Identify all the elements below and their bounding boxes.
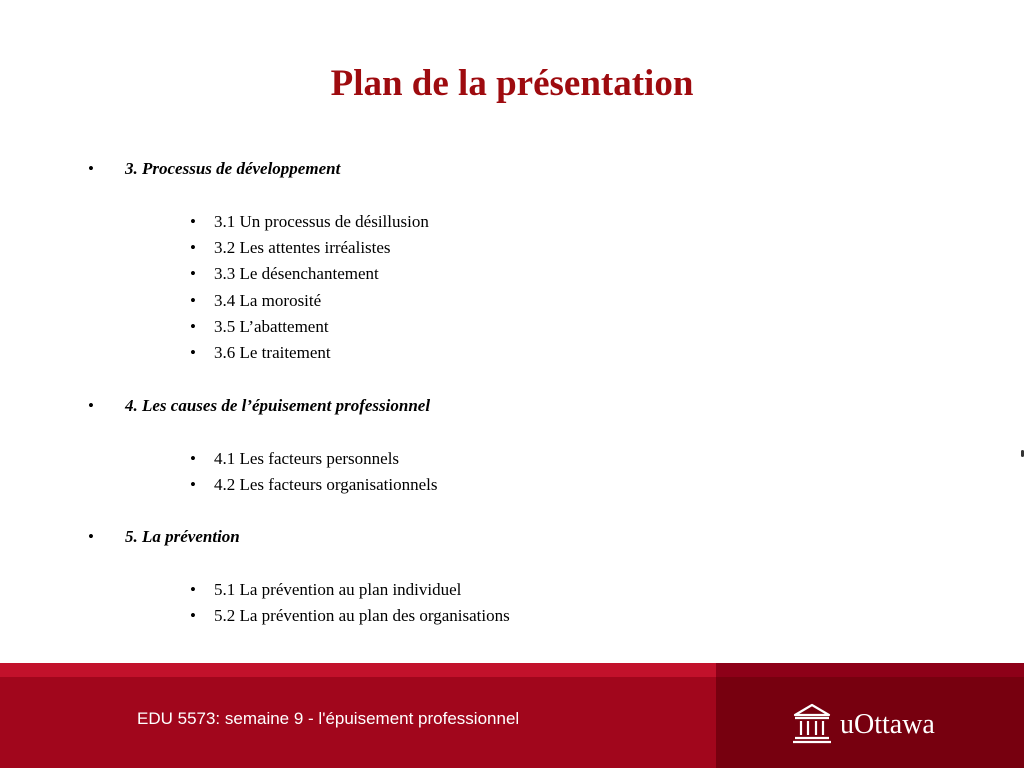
- outline-item: [190, 238, 391, 258]
- bullet: •: [190, 212, 196, 231]
- bullet: •: [190, 291, 196, 310]
- section-label: 3. Processus de développement: [125, 159, 341, 178]
- outline-item: [190, 264, 379, 284]
- item-label: 3.4 La morosité: [214, 291, 322, 310]
- outline-section-3: [88, 159, 340, 179]
- footer-course-text: EDU 5573: semaine 9 - l'épuisement professionnel: [137, 709, 520, 728]
- bullet: •: [190, 343, 196, 362]
- item-label: 5.1 La prévention au plan individuel: [214, 580, 462, 599]
- outline-section-5: [88, 527, 240, 547]
- slide-footer: [0, 663, 1024, 768]
- outline-section-4: [88, 396, 430, 416]
- outline-item: [190, 475, 437, 495]
- university-building-icon: [792, 701, 832, 745]
- section-label: 5. La prévention: [125, 527, 240, 546]
- item-label: 4.2 Les facteurs organisationnels: [214, 475, 438, 494]
- item-label: 3.5 L’abattement: [214, 317, 329, 336]
- bullet: •: [190, 264, 196, 283]
- bullet: •: [190, 317, 196, 336]
- outline-item: [190, 449, 399, 469]
- item-label: 3.3 Le désenchantement: [214, 264, 379, 283]
- section-label: 4. Les causes de l’épuisement professionnel: [125, 396, 431, 415]
- bullet: •: [190, 238, 196, 257]
- bullet: •: [190, 606, 196, 625]
- logo-panel: [716, 663, 1024, 768]
- outline-item: [190, 291, 321, 311]
- logo-panel-stripe: [716, 663, 1024, 677]
- bullet: •: [88, 396, 94, 415]
- item-label: 4.1 Les facteurs personnels: [214, 449, 400, 468]
- slide-title: Plan de la présentation: [330, 63, 694, 104]
- outline-item: [190, 317, 329, 337]
- outline-item: [190, 580, 461, 600]
- bullet: •: [190, 449, 196, 468]
- outline-item: [190, 343, 331, 363]
- item-label: 3.2 Les attentes irréalistes: [214, 238, 391, 257]
- bullet: •: [190, 580, 196, 599]
- uottawa-logo-text: uOttawa: [840, 709, 935, 740]
- item-label: 5.2 La prévention au plan des organisations: [214, 606, 510, 625]
- outline-item: [190, 212, 429, 232]
- item-label: 3.6 Le traitement: [214, 343, 331, 362]
- outline-item: [190, 606, 510, 626]
- bullet: •: [88, 159, 94, 178]
- bullet: •: [88, 527, 94, 546]
- bullet: •: [190, 475, 196, 494]
- item-label: 3.1 Un processus de désillusion: [214, 212, 429, 231]
